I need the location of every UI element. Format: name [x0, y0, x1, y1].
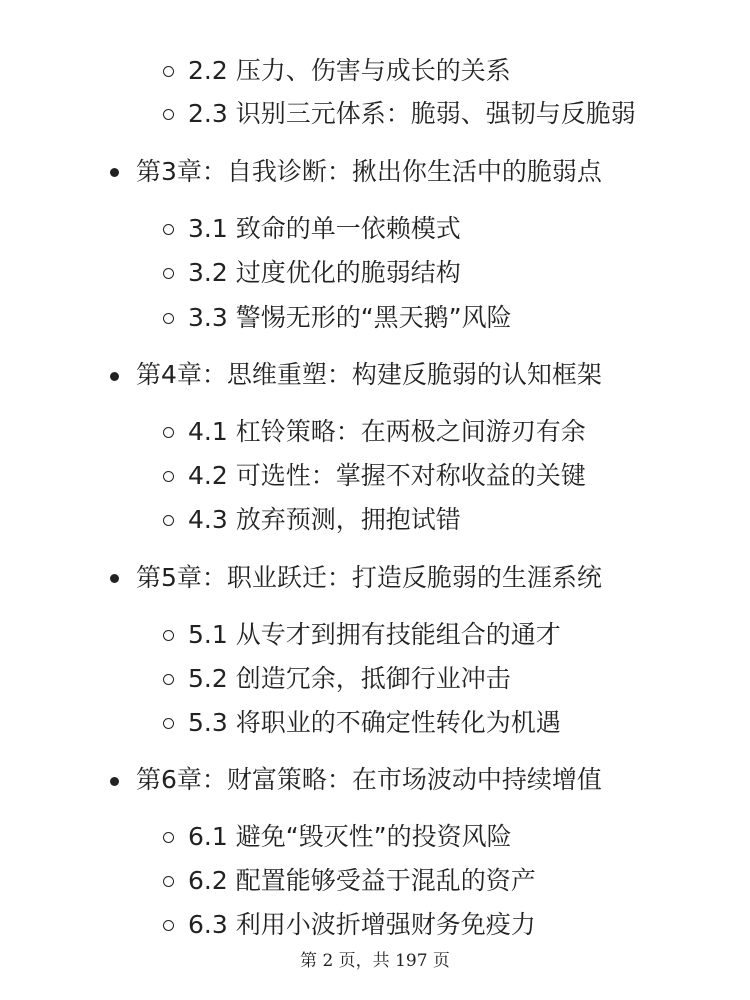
- section-bullet-icon: [163, 920, 174, 931]
- chapter-bullet-icon: [110, 168, 119, 177]
- section-bullet-icon: [163, 224, 174, 235]
- section-bullet-icon: [163, 832, 174, 843]
- toc-section-6-3: 6.3 利用小波折增强财务免疫力: [188, 910, 536, 939]
- section-bullet-icon: [163, 718, 174, 729]
- toc-section-5-2: 5.2 创造冗余，抵御行业冲击: [188, 664, 511, 693]
- toc-chapter-5: 第5章：职业跃迁：打造反脆弱的生涯系统: [136, 563, 602, 592]
- section-bullet-icon: [163, 66, 174, 77]
- section-bullet-icon: [163, 876, 174, 887]
- section-bullet-icon: [163, 313, 174, 324]
- chapter-bullet-icon: [110, 574, 119, 583]
- toc-section-3-3: 3.3 警惕无形的“黑天鹅”风险: [188, 303, 512, 332]
- section-bullet-icon: [163, 674, 174, 685]
- toc-section-2-2: 2.2 压力、伤害与成长的关系: [188, 56, 511, 85]
- toc-section-5-1: 5.1 从专才到拥有技能组合的通才: [188, 620, 561, 649]
- toc-chapter-4: 第4章：思维重塑：构建反脆弱的认知框架: [136, 360, 602, 389]
- page-number-footer: 第 2 页，共 197 页: [300, 951, 450, 971]
- toc-section-4-3: 4.3 放弃预测，拥抱试错: [188, 505, 461, 534]
- section-bullet-icon: [163, 109, 174, 120]
- section-bullet-icon: [163, 515, 174, 526]
- section-bullet-icon: [163, 630, 174, 641]
- toc-section-6-2: 6.2 配置能够受益于混乱的资产: [188, 866, 536, 895]
- toc-section-3-2: 3.2 过度优化的脆弱结构: [188, 258, 461, 287]
- toc-section-5-3: 5.3 将职业的不确定性转化为机遇: [188, 708, 561, 737]
- section-bullet-icon: [163, 471, 174, 482]
- section-bullet-icon: [163, 427, 174, 438]
- toc-section-4-1: 4.1 杠铃策略：在两极之间游刃有余: [188, 417, 586, 446]
- chapter-bullet-icon: [110, 372, 119, 381]
- toc-section-6-1: 6.1 避免“毁灭性”的投资风险: [188, 822, 512, 851]
- toc-chapter-3: 第3章：自我诊断：揪出你生活中的脆弱点: [136, 157, 602, 186]
- toc-section-3-1: 3.1 致命的单一依赖模式: [188, 214, 461, 243]
- toc-chapter-6: 第6章：财富策略：在市场波动中持续增值: [136, 765, 602, 794]
- toc-section-4-2: 4.2 可选性：掌握不对称收益的关键: [188, 461, 586, 490]
- toc-section-2-3: 2.3 识别三元体系：脆弱、强韧与反脆弱: [188, 99, 636, 128]
- chapter-bullet-icon: [110, 777, 119, 786]
- section-bullet-icon: [163, 268, 174, 279]
